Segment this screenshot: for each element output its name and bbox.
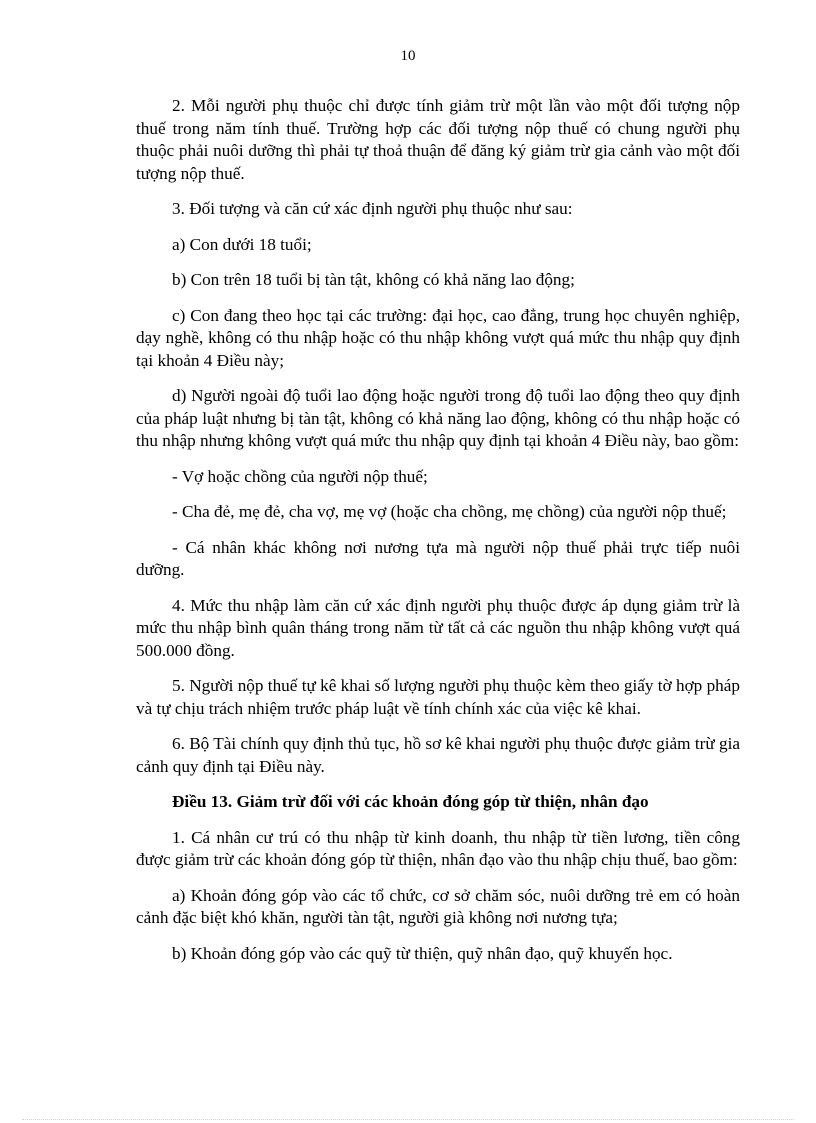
paragraph-persons-outside-working-age: d) Người ngoài độ tuổi lao động hoặc người trong độ tuổi lao động theo quy định của pháp luật nhưng bị tàn tật, không có khả năng lao động, không có thu nhập hoặc có thu nhập nhưng không vượt quá mức thu nhập quy định tại khoản 4 Điều này, bao gồm: (136, 386, 740, 450)
page-bottom-divider (22, 1119, 794, 1120)
paragraph-income-threshold: 4. Mức thu nhập làm căn cứ xác định người phụ thuộc được áp dụng giảm trừ là mức thu nhập bình quân tháng trong năm từ tất cả các nguồn thu nhập không vượt quá 500.000 đồng. (136, 595, 740, 660)
paragraph-charity-care-organizations: a) Khoản đóng góp vào các tổ chức, cơ sở chăm sóc, nuôi dưỡng trẻ em có hoàn cảnh đặc biệt khó khăn, người tàn tật, người già không nơi nương tựa; (136, 885, 740, 927)
page-number: 10 (400, 48, 416, 64)
paragraph-parents: - Cha đẻ, mẹ đẻ, cha vợ, mẹ vợ (hoặc cha chồng, mẹ chồng) của người nộp thuế; (172, 502, 727, 521)
paragraph-ministry-procedures: 6. Bộ Tài chính quy định thủ tục, hồ sơ kê khai người phụ thuộc được giảm trừ gia cảnh quy định tại Điều này. (136, 734, 740, 776)
paragraph-spouse: - Vợ hoặc chồng của người nộp thuế; (172, 466, 428, 486)
paragraph-dependent-once: 2. Mỗi người phụ thuộc chỉ được tính giảm trừ một lần vào một đối tượng nộp thuế trong năm tính thuế. Trường hợp các đối tượng nộp thuế có chung người phụ thuộc phải nuôi dưỡng thì phải tự thoả thuận để đăng ký giảm trừ gia cảnh vào một đối tượng nộp thuế. (136, 96, 740, 183)
paragraph-other-individuals: - Cá nhân khác không nơi nương tựa mà người nộp thuế phải trực tiếp nuôi dưỡng. (136, 537, 740, 579)
paragraph-self-declaration: 5. Người nộp thuế tự kê khai số lượng người phụ thuộc kèm theo giấy tờ hợp pháp và tự chịu trách nhiệm trước pháp luật về tính chính xác của việc kê khai. (136, 676, 740, 718)
paragraph-child-over-18-disabled: b) Con trên 18 tuổi bị tàn tật, không có khả năng lao động; (172, 270, 575, 289)
paragraph-charity-funds: b) Khoản đóng góp vào các quỹ từ thiện, quỹ nhân đạo, quỹ khuyến học. (172, 943, 673, 963)
paragraph-dependent-criteria: 3. Đối tượng và căn cứ xác định người phụ thuộc như sau: (172, 199, 573, 218)
article-13-heading: Điều 13. Giảm trừ đối với các khoản đóng góp từ thiện, nhân đạo (172, 792, 649, 811)
paragraph-child-studying: c) Con đang theo học tại các trường: đại học, cao đẳng, trung học chuyên nghiệp, dạy nghề, không có thu nhập hoặc có thu nhập không vượt quá mức thu nhập quy định tại khoản 4 Điều này; (136, 305, 740, 370)
paragraph-child-under-18: a) Con dưới 18 tuổi; (172, 234, 312, 254)
document-body (136, 95, 740, 978)
paragraph-charity-deduction: 1. Cá nhân cư trú có thu nhập từ kinh doanh, thu nhập từ tiền lương, tiền công được giảm trừ các khoản đóng góp từ thiện, nhân đạo vào thu nhập chịu thuế, bao gồm: (136, 827, 740, 869)
